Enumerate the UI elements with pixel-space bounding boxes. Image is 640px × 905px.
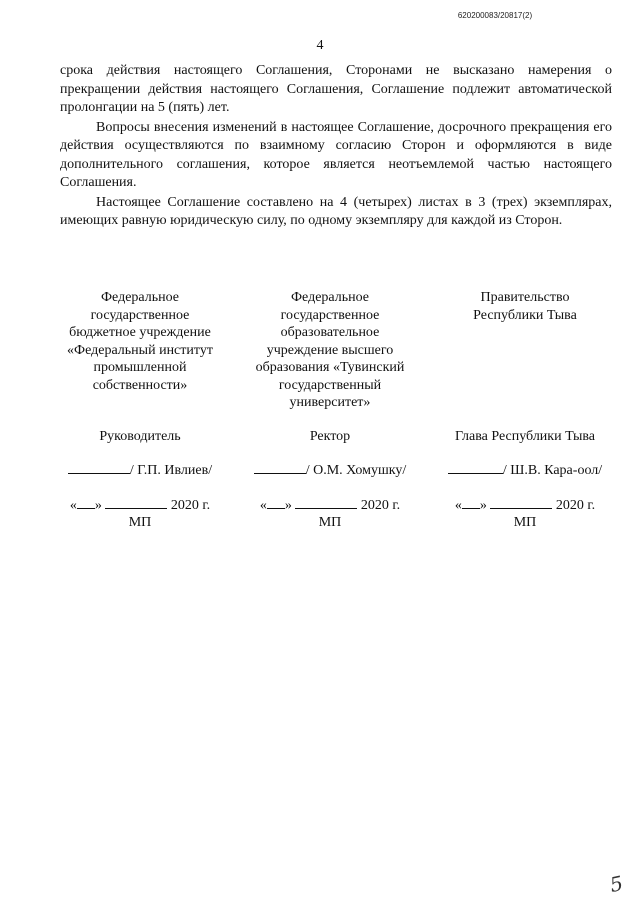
date-day-blank: [462, 508, 480, 509]
date-day-blank: [77, 508, 95, 509]
org-line: учреждение высшего: [266, 342, 394, 358]
org-line: собственности»: [92, 377, 188, 393]
date-year: 2020 г.: [555, 498, 596, 513]
signatory-name: / Г.П. Ивлиев/: [129, 463, 213, 478]
org-line: Федеральное: [290, 290, 369, 305]
org-line: государственное: [90, 307, 190, 323]
body-text: [60, 62, 612, 232]
org-line: Республики Тыва: [473, 307, 577, 323]
org-line: образования «Тувинский: [255, 360, 405, 375]
paragraph: Настоящее Соглашение составлено на 4 (четырех) листах в 3 (трех) экземплярах, имеющих равную юридическую силу, по одному экземпляру для каждой из Сторон.: [60, 194, 612, 228]
signature-line-1: [55, 462, 225, 480]
signatory-org-3: [435, 289, 615, 324]
org-line: университет»: [289, 395, 371, 410]
page-number: 4: [316, 38, 324, 53]
date-line-1: « » 2020 г.: [69, 498, 211, 513]
paragraph: срока действия настоящего Соглашения, Сторонами не высказано намерения о прекращении действия настоящего Соглашения, Соглашение подлежит автоматической пролонгации на 5 (пять) лет.: [60, 63, 612, 115]
org-line: промышленной: [93, 360, 187, 375]
date-year: 2020 г.: [360, 498, 401, 513]
signature-blank: [254, 473, 306, 474]
date-day-blank: [267, 508, 285, 509]
signatory-position-1: Руководитель: [99, 429, 181, 444]
date-line-3: « » 2020 г.: [454, 498, 596, 513]
signature-blank: [448, 473, 503, 474]
signature-line-3: [435, 462, 615, 480]
document-id: 620200083/20817(2): [457, 11, 533, 20]
date-year: 2020 г.: [170, 498, 211, 513]
org-line: бюджетное учреждение: [69, 325, 211, 340]
org-line: Правительство: [480, 290, 570, 305]
stamp-label-1: МП: [128, 515, 152, 530]
signatory-org-1: [55, 289, 225, 394]
signatory-position-2: Ректор: [309, 429, 351, 444]
signature-line-2: [245, 462, 415, 480]
signatory-position-3: Глава Республики Тыва: [454, 429, 595, 444]
signatory-name: / Ш.В. Кара-оол/: [502, 463, 603, 478]
date-month-blank: [295, 508, 357, 509]
org-line: государственное: [280, 307, 380, 323]
handwritten-page-mark: 5: [607, 870, 626, 898]
org-line: государственный: [278, 377, 382, 393]
date-month-blank: [105, 508, 167, 509]
date-line-2: « » 2020 г.: [259, 498, 401, 513]
signatory-name: / О.М. Хомушку/: [305, 463, 407, 478]
stamp-label-2: МП: [318, 515, 342, 530]
signatory-org-2: [245, 289, 415, 412]
org-line: «Федеральный институт: [67, 342, 213, 358]
paragraph: Вопросы внесения изменений в настоящее Соглашение, досрочного прекращения его действия осуществляются по взаимному согласию Сторон и оформляются в виде дополнительного соглашения, которое является неотъемлемой частью настоящего Соглашения.: [60, 119, 612, 190]
org-line: Федеральное: [100, 290, 179, 305]
org-line: образовательное: [280, 325, 380, 340]
stamp-label-3: МП: [513, 515, 537, 530]
signature-blank: [68, 473, 130, 474]
date-month-blank: [490, 508, 552, 509]
